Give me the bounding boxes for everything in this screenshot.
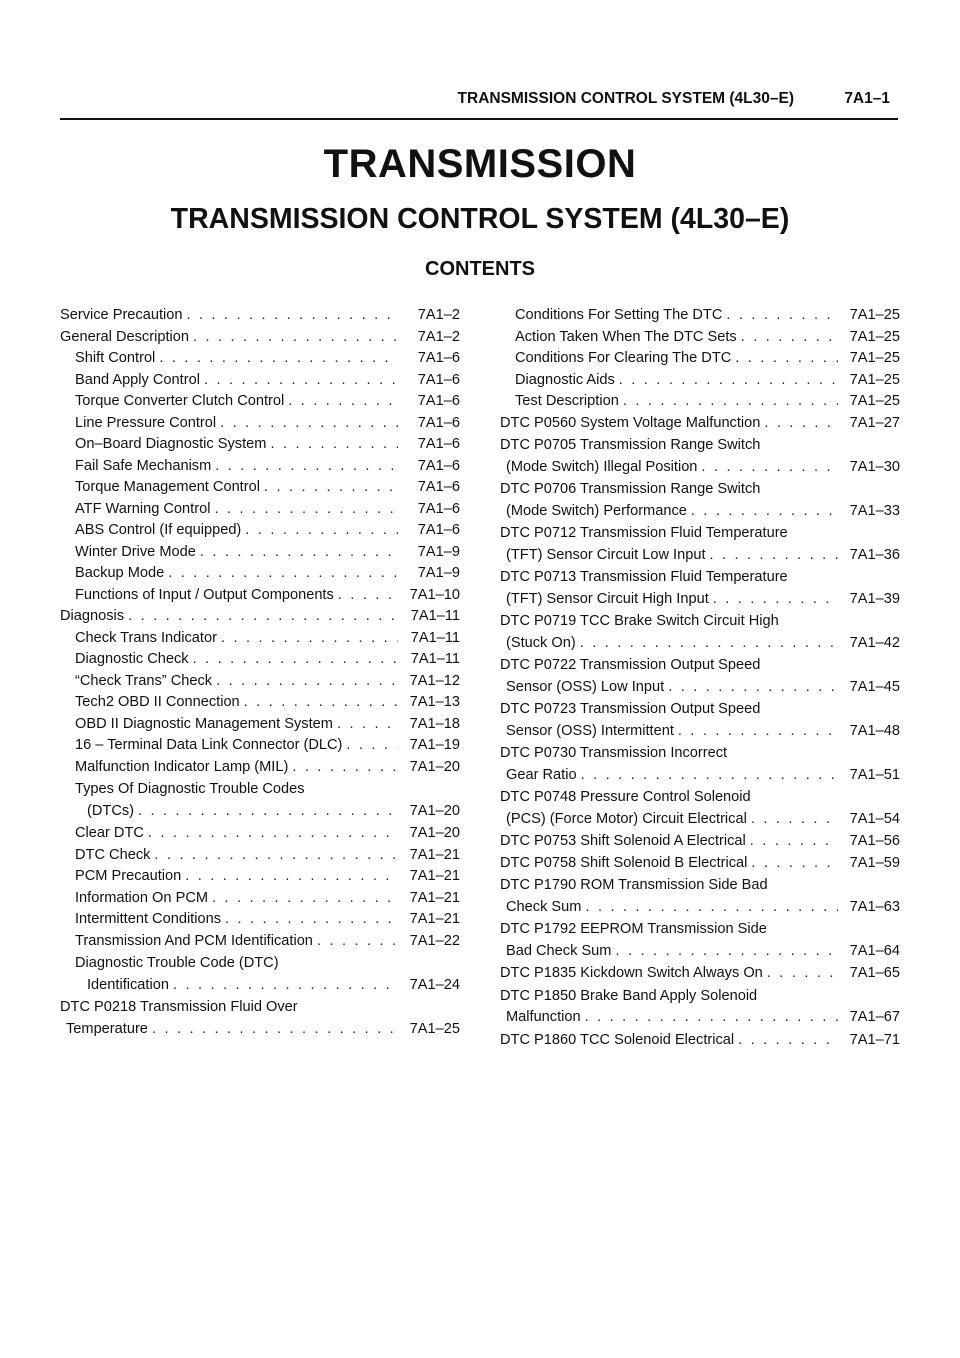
toc-entry-page: 7A1–6	[417, 522, 460, 538]
dot-leader	[245, 520, 398, 542]
toc-entry-title: Malfunction	[506, 1009, 581, 1025]
toc-entry-title: Diagnosis	[60, 608, 125, 624]
dot-leader	[204, 370, 398, 392]
toc-entry-title: Service Precaution	[60, 307, 183, 323]
toc-entry-title: ATF Warning Control	[75, 500, 211, 517]
toc-entry-page: 7A1–25	[849, 328, 900, 345]
toc-entry-title: DTC P0730 Transmission Incorrect	[500, 745, 728, 761]
toc-entry-page: 7A1–27	[849, 414, 900, 431]
toc-entry-page: 7A1–63	[849, 898, 900, 915]
dot-leader	[138, 801, 398, 823]
toc-entry-page: 7A1–6	[417, 414, 460, 431]
toc-entry-page: 7A1–18	[409, 715, 460, 732]
dot-leader	[244, 692, 398, 714]
toc-entry-page: 7A1–21	[409, 889, 460, 906]
dot-leader	[767, 963, 838, 985]
toc-entry-page: 7A1–48	[849, 722, 900, 739]
toc-entry-title: ABS Control (If equipped)	[75, 522, 242, 538]
dot-leader	[668, 677, 838, 699]
toc-entry-title: Tech2 OBD II Connection	[75, 694, 240, 710]
toc-entry[interactable]	[60, 305, 460, 327]
toc-entry-title: Winter Drive Mode	[75, 543, 196, 560]
toc-entry-title: Fail Safe Mechanism	[75, 457, 212, 474]
toc-entry[interactable]	[500, 567, 900, 610]
toc-entry-page: 7A1–20	[409, 758, 460, 775]
dot-leader	[193, 327, 398, 349]
dot-leader	[735, 348, 838, 370]
toc-entry-page: 7A1–42	[849, 634, 900, 651]
toc-entry-title: Transmission And PCM Identification	[75, 932, 313, 949]
dot-leader	[154, 845, 398, 867]
dot-leader	[215, 456, 398, 478]
toc-entry-page: 7A1–2	[417, 307, 460, 323]
toc-entry[interactable]	[60, 714, 460, 736]
toc-entry[interactable]	[60, 757, 460, 779]
toc-entry-page: 7A1–21	[409, 868, 460, 884]
toc-entry[interactable]	[500, 986, 900, 1029]
dot-leader	[152, 1019, 398, 1041]
toc-entry[interactable]	[500, 305, 900, 327]
toc-entry[interactable]	[60, 477, 460, 499]
toc-entry[interactable]	[60, 649, 460, 671]
toc-entry-title: 16 – Terminal Data Link Connector (DLC)	[75, 737, 343, 753]
dot-leader	[726, 305, 838, 327]
toc-entry-title: Sensor (OSS) Intermittent	[506, 722, 674, 739]
toc-entry-title: Diagnostic Aids	[515, 371, 615, 388]
toc-entry-title: Check Sum	[506, 898, 582, 915]
toc-entry-title: DTC P0753 Shift Solenoid A Electrical	[500, 833, 746, 849]
dot-leader	[764, 413, 838, 435]
toc-entry-page: 7A1–6	[417, 393, 460, 409]
dot-leader	[288, 391, 398, 413]
toc-entry-page: 7A1–45	[849, 678, 900, 695]
toc-entry-title: DTC P1835 Kickdown Switch Always On	[500, 965, 763, 981]
dot-leader	[159, 348, 398, 370]
toc-entry[interactable]	[60, 866, 460, 888]
toc-entry[interactable]	[500, 963, 900, 985]
toc-entry-title: “Check Trans” Check	[75, 672, 213, 689]
toc-entry[interactable]	[60, 692, 460, 714]
toc-entry-title: DTC P0705 Transmission Range Switch	[500, 437, 761, 453]
toc-entry[interactable]	[60, 823, 460, 845]
toc-entry-title: Malfunction Indicator Lamp (MIL)	[75, 758, 289, 775]
toc-entry[interactable]	[60, 499, 460, 521]
toc-entry-page: 7A1–11	[410, 608, 460, 624]
toc-entry-title: Gear Ratio	[506, 766, 577, 783]
toc-entry-page: 7A1–21	[409, 846, 460, 863]
toc-entry-page: 7A1–51	[849, 766, 900, 783]
toc-entry-title: DTC P0560 System Voltage Malfunction	[500, 414, 761, 431]
dot-leader	[623, 391, 838, 413]
toc-entry-title: DTC P0722 Transmission Output Speed	[500, 657, 761, 673]
toc-entry-page: 7A1–54	[849, 810, 900, 827]
toc-entry-title: Conditions For Clearing The DTC	[515, 350, 732, 366]
dot-leader	[691, 501, 838, 523]
dot-leader	[678, 721, 838, 743]
toc-entry-title: Functions of Input / Output Components	[75, 586, 334, 603]
toc-entry-page: 7A1–11	[410, 629, 460, 646]
toc-entry-page: 7A1–39	[849, 590, 900, 607]
toc-entry-page: 7A1–12	[409, 672, 460, 689]
toc-entry[interactable]	[60, 370, 460, 392]
toc-entry-title: DTC P0758 Shift Solenoid B Electrical	[500, 854, 748, 871]
toc-entry[interactable]	[60, 953, 460, 996]
toc-entry[interactable]	[60, 563, 460, 585]
toc-entry[interactable]	[500, 831, 900, 853]
toc-entry-title: PCM Precaution	[75, 868, 182, 884]
toc-entry[interactable]	[60, 888, 460, 910]
dot-leader	[741, 327, 838, 349]
toc-entry-page: 7A1–9	[417, 543, 460, 560]
toc-entry[interactable]	[60, 779, 460, 822]
toc-entry-page: 7A1–56	[849, 833, 900, 849]
toc-entry-title: Temperature	[66, 1020, 148, 1037]
toc-entry[interactable]	[500, 655, 900, 698]
toc-entry-page: 7A1–13	[409, 694, 460, 710]
section-title: TRANSMISSION CONTROL SYSTEM (4L30–E)	[170, 203, 790, 235]
toc-entry-title: Clear DTC	[75, 825, 144, 841]
toc-entry-title: Conditions For Setting The DTC	[515, 307, 723, 323]
running-head-page-number: 7A1–1	[844, 90, 890, 107]
toc-entry-title: (TFT) Sensor Circuit Low Input	[506, 546, 706, 563]
toc-entry[interactable]	[500, 327, 900, 349]
toc-entry[interactable]	[500, 370, 900, 392]
toc-entry[interactable]	[60, 628, 460, 650]
dot-leader	[585, 897, 838, 919]
dot-leader	[337, 714, 398, 736]
toc-entry-page: 7A1–10	[409, 586, 460, 603]
toc-entry-title: (Mode Switch) Performance	[506, 502, 687, 519]
toc-entry-page: 7A1–11	[410, 651, 460, 667]
toc-entry[interactable]	[60, 671, 460, 693]
toc-entry[interactable]	[60, 348, 460, 370]
toc-entry-page: 7A1–6	[417, 457, 460, 474]
toc-entry[interactable]	[60, 413, 460, 435]
toc-entry[interactable]	[500, 479, 900, 522]
toc-entry-title: OBD II Diagnostic Management System	[75, 715, 333, 732]
toc-entry-page: 7A1–25	[849, 307, 900, 323]
dot-leader	[751, 853, 838, 875]
toc-entry-title: DTC P0723 Transmission Output Speed	[500, 701, 761, 717]
toc-entry[interactable]	[60, 434, 460, 456]
dot-leader	[751, 809, 838, 831]
toc-entry-title: DTC P0719 TCC Brake Switch Circuit High	[500, 613, 779, 629]
dot-leader	[346, 735, 398, 757]
dot-leader	[292, 757, 398, 779]
dot-leader	[212, 888, 398, 910]
toc-entry-title: General Description	[60, 328, 189, 345]
toc-entry-title: Action Taken When The DTC Sets	[515, 328, 737, 345]
toc-entry[interactable]	[60, 327, 460, 349]
toc-entry[interactable]	[60, 520, 460, 542]
toc-entry-title: (DTCs)	[87, 802, 135, 819]
toc-entry-title: Diagnostic Check	[75, 651, 189, 667]
toc-entry[interactable]	[60, 931, 460, 953]
dot-leader	[713, 589, 838, 611]
dot-leader	[187, 305, 399, 327]
toc-entry-title: On–Board Diagnostic System	[75, 436, 267, 452]
dot-leader	[168, 563, 398, 585]
dot-leader	[220, 413, 398, 435]
toc-entry[interactable]	[60, 391, 460, 413]
dot-leader	[148, 823, 398, 845]
toc-entry[interactable]	[500, 919, 900, 962]
toc-entry-title: DTC P0218 Transmission Fluid Over	[60, 999, 298, 1015]
dot-leader	[216, 671, 398, 693]
toc-entry-title: (PCS) (Force Motor) Circuit Electrical	[506, 810, 747, 827]
toc-entry-page: 7A1–9	[417, 565, 460, 581]
toc-entry-page: 7A1–25	[849, 350, 900, 366]
dot-leader	[270, 434, 398, 456]
toc-entry-title: DTC P0713 Transmission Fluid Temperature	[500, 569, 788, 585]
toc-entry-title: DTC P1792 EEPROM Transmission Side	[500, 921, 767, 937]
toc-entry-title: (TFT) Sensor Circuit High Input	[506, 590, 709, 607]
toc-entry[interactable]	[60, 997, 460, 1040]
toc-entry-page: 7A1–6	[417, 350, 460, 366]
dot-leader	[225, 909, 398, 931]
dot-leader	[750, 831, 838, 853]
dot-leader	[738, 1030, 838, 1052]
toc-entry-page: 7A1–22	[409, 932, 460, 949]
dot-leader	[185, 866, 398, 888]
toc-entry-title: DTC P0748 Pressure Control Solenoid	[500, 789, 751, 805]
toc-entry-page: 7A1–6	[417, 436, 460, 452]
toc-entry-title: DTC P0706 Transmission Range Switch	[500, 481, 761, 497]
dot-leader	[581, 765, 838, 787]
running-head	[60, 88, 898, 120]
dot-leader	[585, 1007, 838, 1029]
toc-entry-title: Diagnostic Trouble Code (DTC)	[75, 955, 279, 971]
dot-leader	[200, 542, 398, 564]
toc-entry-title: Torque Converter Clutch Control	[75, 393, 285, 409]
toc-entry[interactable]	[60, 456, 460, 478]
toc-entry[interactable]	[500, 391, 900, 413]
dot-leader	[128, 606, 398, 628]
toc-entry-title: DTC P0712 Transmission Fluid Temperature	[500, 525, 788, 541]
toc-entry[interactable]	[60, 542, 460, 564]
toc-entry[interactable]	[500, 743, 900, 786]
toc-entry[interactable]	[500, 348, 900, 370]
dot-leader	[710, 545, 838, 567]
toc-entry[interactable]	[500, 853, 900, 875]
toc-entry[interactable]	[60, 909, 460, 931]
dot-leader	[193, 649, 398, 671]
page-title: TRANSMISSION	[323, 142, 637, 186]
toc-entry-page: 7A1–21	[409, 911, 460, 927]
toc-entry-page: 7A1–6	[417, 371, 460, 388]
toc-entry-page: 7A1–2	[417, 328, 460, 345]
toc-left-column	[60, 305, 460, 1041]
toc-entry-title: DTC P1790 ROM Transmission Side Bad	[500, 877, 768, 893]
toc-entry-page: 7A1–25	[409, 1020, 460, 1037]
toc-entry-title: DTC P1860 TCC Solenoid Electrical	[500, 1031, 735, 1048]
toc-entry-title: Intermittent Conditions	[75, 911, 222, 927]
toc-entry[interactable]	[500, 413, 900, 435]
dot-leader	[619, 370, 838, 392]
toc-entry[interactable]	[60, 845, 460, 867]
toc-entry-page: 7A1–67	[849, 1009, 900, 1025]
toc-entry-page: 7A1–71	[849, 1031, 900, 1048]
dot-leader	[317, 931, 398, 953]
dot-leader	[214, 499, 398, 521]
contents-heading: CONTENTS	[425, 258, 535, 280]
toc-entry-page: 7A1–19	[409, 737, 460, 753]
toc-entry-page: 7A1–59	[849, 854, 900, 871]
toc-entry-page: 7A1–24	[409, 976, 460, 993]
dot-leader	[701, 457, 838, 479]
toc-entry-title: Information On PCM	[75, 889, 209, 906]
toc-entry-title: Shift Control	[75, 350, 156, 366]
toc-entry-page: 7A1–6	[417, 479, 460, 495]
toc-entry-title: Band Apply Control	[75, 371, 200, 388]
toc-entry[interactable]	[500, 523, 900, 566]
toc-entry-title: Check Trans Indicator	[75, 629, 217, 646]
toc-entry-title: Torque Management Control	[75, 479, 260, 495]
toc-entry-page: 7A1–65	[849, 965, 900, 981]
toc-entry[interactable]	[500, 787, 900, 830]
dot-leader	[173, 975, 398, 997]
toc-entry-page: 7A1–25	[849, 371, 900, 388]
toc-entry-title: Sensor (OSS) Low Input	[506, 678, 665, 695]
toc-entry-title: Backup Mode	[75, 565, 165, 581]
toc-entry-title: DTC Check	[75, 846, 151, 863]
toc-entry[interactable]	[500, 699, 900, 742]
dot-leader	[221, 628, 398, 650]
dot-leader	[615, 941, 838, 963]
toc-entry-title: (Stuck On)	[506, 634, 576, 651]
dot-leader	[264, 477, 398, 499]
toc-entry[interactable]	[60, 585, 460, 607]
toc-entry-title: Line Pressure Control	[75, 414, 217, 431]
toc-right-column	[500, 305, 900, 1051]
toc-entry-title: (Mode Switch) Illegal Position	[506, 458, 698, 475]
toc-entry-page: 7A1–30	[849, 458, 900, 475]
toc-entry-page: 7A1–64	[849, 942, 900, 959]
toc-entry-page: 7A1–6	[417, 500, 460, 517]
toc-entry-page: 7A1–20	[409, 802, 460, 819]
toc-entry[interactable]	[500, 435, 900, 478]
toc-entry[interactable]	[500, 611, 900, 654]
toc-entry-title: Identification	[87, 976, 169, 993]
dot-leader	[580, 633, 838, 655]
toc-entry-page: 7A1–33	[849, 502, 900, 519]
dot-leader	[338, 585, 398, 607]
toc-entry[interactable]	[60, 606, 460, 628]
running-head-title: TRANSMISSION CONTROL SYSTEM (4L30–E)	[457, 90, 794, 107]
toc-entry-title: Test Description	[515, 393, 619, 409]
toc-entry-page: 7A1–36	[849, 546, 900, 563]
toc-entry-title: Bad Check Sum	[506, 942, 612, 959]
toc-entry[interactable]	[60, 735, 460, 757]
toc-entry-page: 7A1–20	[409, 825, 460, 841]
toc-entry-page: 7A1–25	[849, 393, 900, 409]
toc-entry-title: DTC P1850 Brake Band Apply Solenoid	[500, 987, 758, 1004]
toc-entry[interactable]	[500, 1030, 900, 1052]
toc-entry[interactable]	[500, 875, 900, 918]
toc-entry-title: Types Of Diagnostic Trouble Codes	[75, 781, 305, 797]
